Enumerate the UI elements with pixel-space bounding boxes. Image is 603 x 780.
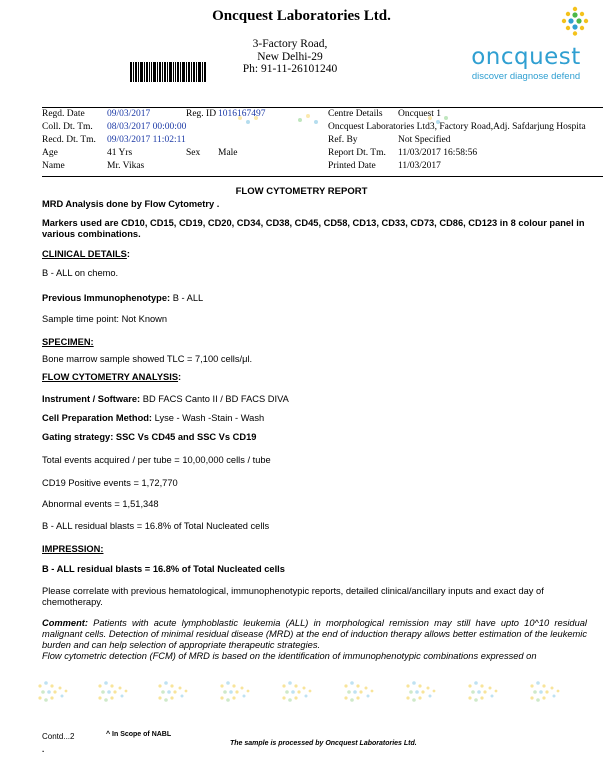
cd19-events: CD19 Positive events = 1,72,770	[42, 478, 178, 488]
abnormal-events: Abnormal events = 1,51,348	[42, 499, 159, 509]
total-events: Total events acquired / per tube = 10,00,000 cells / tube	[42, 455, 271, 465]
comment-text	[42, 618, 587, 651]
recd-dt-value: 09/03/2017 11:02:11	[107, 135, 186, 145]
report-dt-value: 11/03/2017 16:58:56	[398, 148, 478, 158]
footer-dot: .	[42, 745, 45, 754]
specimen-text: Bone marrow sample showed TLC = 7,100 cells/μl.	[42, 354, 253, 364]
clinical-text: B - ALL on chemo.	[42, 268, 119, 278]
cell-preparation-value: Lyse - Wash -Stain - Wash	[152, 413, 265, 423]
analysis-heading-colon: :	[178, 372, 182, 382]
specimen-heading: SPECIMEN:	[42, 337, 94, 347]
regd-date-value: 09/03/2017	[107, 109, 151, 119]
ref-by-label: Ref. By	[328, 135, 358, 145]
reg-id-value: 1016167497	[218, 109, 266, 119]
clinical-heading	[42, 249, 587, 260]
correlate-text: Please correlate with previous hematological, immunophenotypic reports, detailed clinical/ancillary inputs and exact day of chemotherapy.	[42, 586, 544, 607]
barcode	[130, 62, 206, 82]
address-line-3: Ph: 91-11-26101240	[242, 63, 338, 75]
instrument-label: Instrument / Software:	[42, 394, 141, 404]
name-value: Mr. Vikas	[107, 161, 145, 171]
logo-dots-icon	[561, 6, 589, 36]
lab-name: Oncquest Laboratories Ltd.	[212, 8, 391, 24]
previous-immunophenotype-label: Previous Immunophenotype:	[42, 293, 171, 303]
logo-word: oncquest	[471, 44, 581, 70]
sex-label: Sex	[186, 148, 201, 158]
recd-dt-label: Recd. Dt. Tm.	[42, 135, 96, 145]
sex-value: Male	[218, 148, 238, 158]
regd-date-label: Regd. Date	[42, 109, 85, 119]
sample-time-point: Sample time point: Not Known	[42, 314, 168, 324]
impression-heading: IMPRESSION:	[42, 544, 104, 554]
cell-preparation-line	[42, 413, 587, 424]
instrument-line	[42, 394, 587, 405]
reg-id-label: Reg. ID	[186, 109, 217, 119]
printed-date-label: Printed Date	[328, 161, 376, 171]
comment-label: Comment:	[42, 618, 88, 628]
clinical-heading-colon: :	[126, 249, 130, 259]
report-dt-label: Report Dt. Tm.	[328, 148, 386, 158]
centre-details-value: Oncquest 1	[398, 109, 442, 119]
name-label: Name	[42, 161, 65, 171]
address-line-2: New Delhi-29	[257, 50, 323, 63]
instrument-value: BD FACS Canto II / BD FACS DIVA	[140, 394, 289, 404]
continued-marker: Contd...2	[42, 732, 75, 741]
age-value: 41 Yrs	[107, 148, 133, 158]
centre-address: Oncquest Laboratories Ltd3, Factory Road,Adj. Safdarjung Hospita	[328, 122, 586, 132]
clinical-heading-text: CLINICAL DETAILS	[42, 249, 127, 259]
analysis-heading	[42, 372, 587, 383]
printed-date-value: 11/03/2017	[398, 161, 441, 171]
coll-dt-value: 08/03/2017 00:00:00	[107, 122, 187, 132]
mrd-line: MRD Analysis done by Flow Cytometry .	[42, 199, 220, 209]
analysis-heading-text: FLOW CYTOMETRY ANALYSIS	[42, 372, 179, 382]
processed-by-note: The sample is processed by Oncquest Laboratories Ltd.	[230, 740, 417, 747]
previous-immunophenotype	[42, 293, 587, 304]
residual-blasts: B - ALL residual blasts = 16.8% of Total Nucleated cells	[42, 521, 270, 531]
address-line-1: 3-Factory Road,	[252, 38, 328, 50]
centre-details-label: Centre Details	[328, 109, 383, 119]
impression-text: B - ALL residual blasts = 16.8% of Total Nucleated cells	[42, 564, 285, 574]
cell-preparation-label: Cell Preparation Method:	[42, 413, 153, 423]
decorative-dot-band	[0, 678, 603, 704]
report-title: FLOW CYTOMETRY REPORT	[235, 186, 368, 197]
lab-address	[200, 38, 380, 76]
age-label: Age	[42, 148, 58, 158]
fcm-text: Flow cytometric detection (FCM) of MRD is based on the identification of immunophenotypic combinations expressed on	[42, 651, 537, 661]
markers-text: Markers used are CD10, CD15, CD19, CD20, CD34, CD38, CD45, CD58, CD13, CD33, CD73, CD86, CD123 in 8 colour panel in various combinations.	[42, 218, 585, 239]
nabl-scope-note: ^ In Scope of NABL	[106, 731, 172, 738]
logo-tagline: discover diagnose defend	[471, 71, 581, 82]
watermark-dots	[230, 110, 460, 132]
coll-dt-label: Coll. Dt. Tm.	[42, 122, 93, 132]
gating-strategy: Gating strategy: SSC Vs CD45 and SSC Vs CD19	[42, 432, 257, 442]
comment-body: Patients with acute lymphoblastic leukemia (ALL) in morphological remission may still have upto 10^10 residual malignant cells. Detection of minimal residual disease (MRD) at the end of induction therapy allows better estimation of the leukemic burden and can help selection of appropriate therapeutic strategies.	[42, 618, 587, 650]
ref-by-value: Not Specified	[398, 135, 451, 145]
previous-immunophenotype-value: B - ALL	[170, 293, 204, 303]
